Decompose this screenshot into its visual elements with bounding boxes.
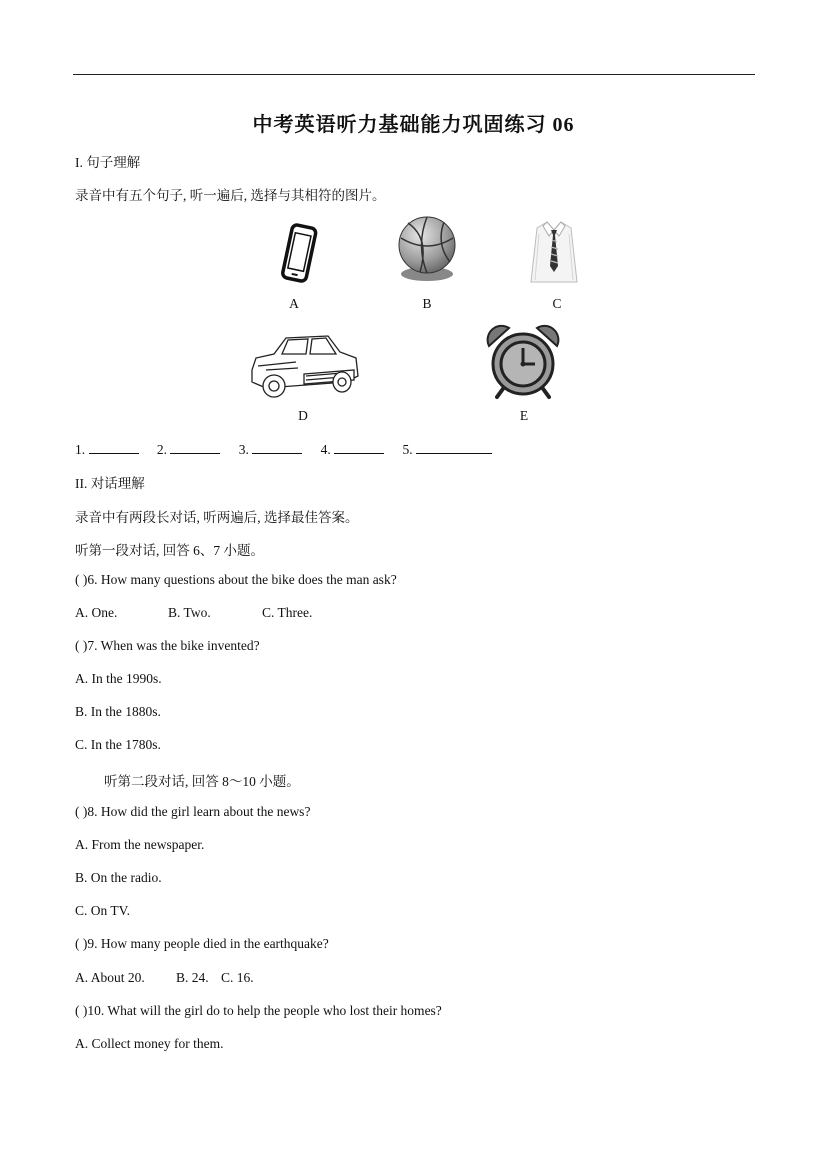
dialog2-intro: 听第二段对话, 回答 8～10 小题。 — [104, 774, 300, 789]
picture-label-a: A — [289, 296, 299, 311]
q8-option-c: C. On TV. — [75, 903, 131, 918]
answer-blank-5[interactable] — [416, 440, 492, 454]
q9-option-c: C. 16. — [221, 970, 254, 985]
answer-blank-4[interactable] — [334, 440, 384, 454]
q6-option-c: C. Three. — [262, 605, 313, 620]
section1-heading: I. 句子理解 — [75, 155, 141, 170]
answer-number-4: 4. — [320, 442, 331, 457]
question-10: ( )10. What will the girl do to help the people who lost their homes? — [75, 1003, 442, 1018]
section1-instruction: 录音中有五个句子, 听一遍后, 选择与其相符的图片。 — [75, 188, 386, 203]
question-9-options — [75, 970, 254, 986]
q7-option-c: C. In the 1780s. — [75, 737, 161, 752]
picture-label-b: B — [422, 296, 432, 311]
answer-blanks-row — [75, 440, 492, 458]
q10-option-a: A. Collect money for them. — [75, 1036, 224, 1051]
q9-option-b: B. 24. — [176, 970, 209, 985]
q8-option-a: A. From the newspaper. — [75, 837, 205, 852]
section2-heading: II. 对话理解 — [75, 476, 145, 491]
q6-option-a: A. One. — [75, 605, 118, 620]
dialog1-intro: 听第一段对话, 回答 6、7 小题。 — [75, 543, 264, 558]
alarm-clock-icon — [485, 324, 561, 400]
question-6-options — [75, 605, 312, 621]
question-6: ( )6. How many questions about the bike does the man ask? — [75, 572, 397, 587]
answer-number-2: 2. — [156, 442, 167, 457]
page-title: 中考英语听力基础能力巩固练习 06 — [252, 114, 575, 136]
q7-option-b: B. In the 1880s. — [75, 704, 161, 719]
question-8: ( )8. How did the girl learn about the news? — [75, 804, 311, 819]
answer-blank-3[interactable] — [252, 440, 302, 454]
answer-blank-1[interactable] — [89, 440, 139, 454]
answer-number-5: 5. — [402, 442, 413, 457]
shirt-tie-icon — [527, 220, 581, 286]
basketball-icon — [394, 214, 460, 282]
answer-blank-2[interactable] — [170, 440, 220, 454]
section2-instruction: 录音中有两段长对话, 听两遍后, 选择最佳答案。 — [75, 510, 359, 525]
question-7: ( )7. When was the bike invented? — [75, 638, 260, 653]
question-9: ( )9. How many people died in the earthquake? — [75, 936, 329, 951]
q7-option-a: A. In the 1990s. — [75, 671, 162, 686]
q6-option-b: B. Two. — [168, 605, 211, 620]
picture-label-c: C — [552, 296, 562, 311]
picture-label-d: D — [298, 408, 308, 423]
q9-option-a: A. About 20. — [75, 970, 145, 985]
answer-number-1: 1. — [75, 442, 86, 457]
q8-option-b: B. On the radio. — [75, 870, 162, 885]
answer-number-3: 3. — [238, 442, 249, 457]
header-rule — [73, 74, 755, 75]
car-icon — [246, 330, 362, 402]
mobile-phone-icon — [276, 222, 322, 286]
picture-label-e: E — [519, 408, 529, 423]
